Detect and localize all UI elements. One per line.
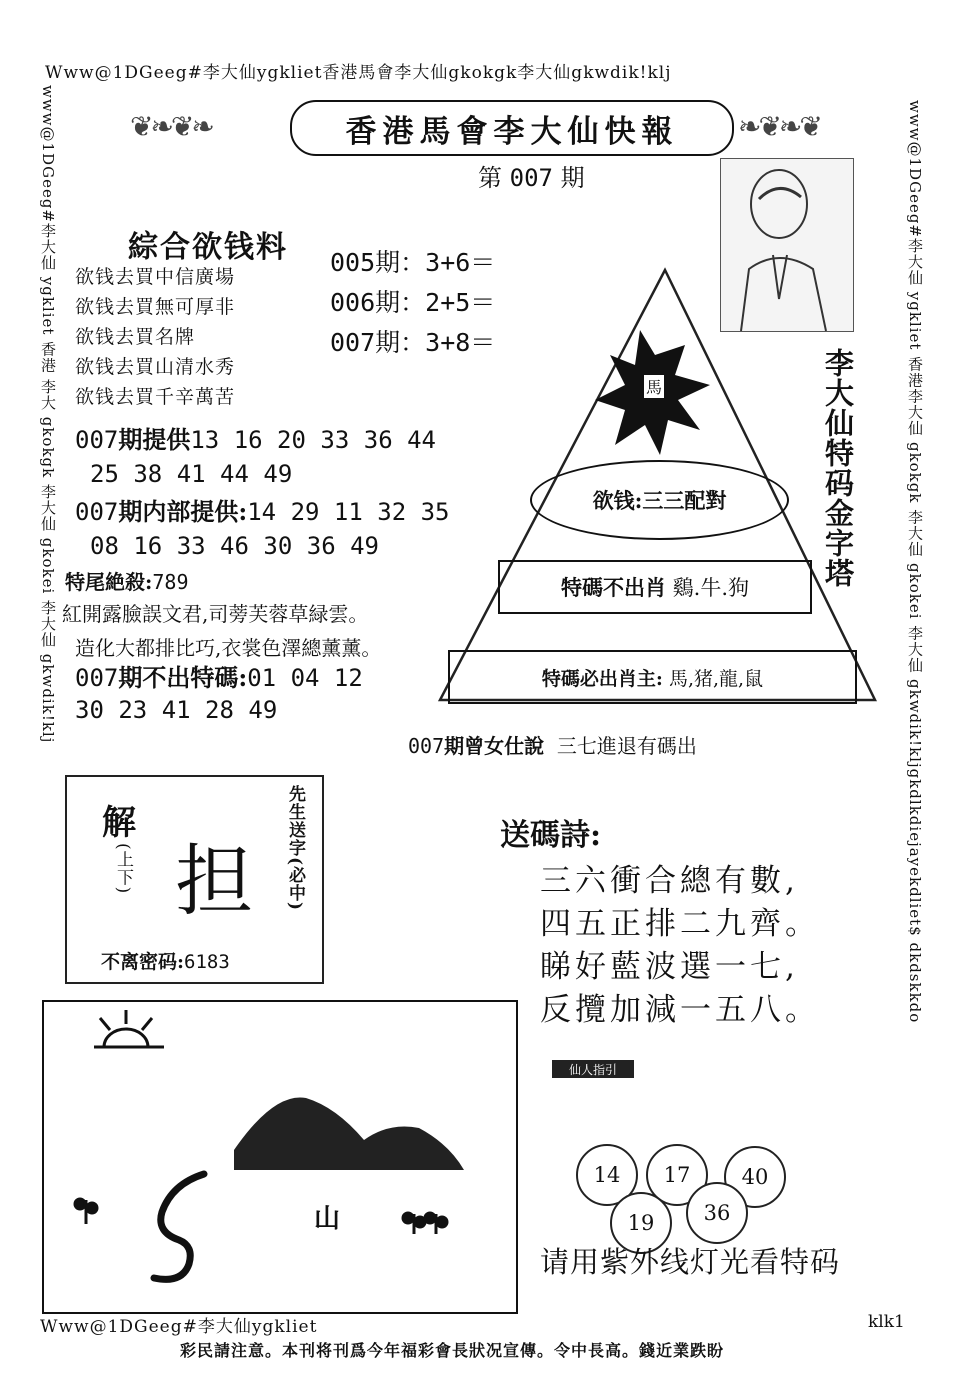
must-zodiac-box: 特碼必出肖主: 馬,猪,龍,鼠 [448,650,857,704]
verse-line: 造化大都排比巧,衣裳色澤總薰薰。 [75,636,382,660]
list-item: 欲钱去買無可厚非 [75,296,236,318]
right-flourish-icon: ❧❦❧❦ [738,110,820,143]
issue-number: 007 [509,164,553,192]
ring-number: 40 [724,1146,786,1208]
internal-row-2: 08 16 33 46 30 36 49 [90,532,379,560]
ring-number: 17 [646,1144,708,1206]
left-flourish-icon: ❦❧❦❧ [130,110,212,143]
riddle-picture [42,1000,518,1314]
issue-prefix: 第 [478,164,502,192]
poem-line: 反攬加減一五八。 [540,992,820,1028]
poem-title: 送碼詩: [500,818,602,853]
kill-tail: 特尾絶殺:789 [65,570,189,594]
puzzle-bracket: (上下) [113,843,133,895]
list-item: 欲钱去買名牌 [75,326,196,348]
want-money-list [75,262,235,412]
no-special-row-1: 007期不出特碼:01 04 12 [75,663,363,692]
word-puzzle-box [65,775,324,984]
puzzle-prefix: 解 [102,803,136,843]
left-watermark: www@1DGeeg#李大仙 ygkliet 香港 李大 gkokgk 李大仙 gkokei 李大仙 gkwdik!klj [39,85,57,744]
snake-icon [154,1174,204,1279]
puzzle-side: 先生送字(必中) [285,785,305,912]
formula-item: 005期：3+6＝ [330,248,496,277]
mountain-icon [234,1097,464,1170]
section-title: 綜合欲钱料 [128,230,288,265]
bottom-notice: 彩民請注意。本刊将刊爲今年福彩會長狀况宣傳。令中長高。錢近業跌盼 [180,1341,725,1360]
sun-icon [94,1010,164,1047]
verse-line: 紅開露臉誤文君,司蒡芙蓉草緑雲。 [62,602,369,626]
ring-number: 19 [610,1192,672,1254]
poem-line: 三六衝合總有數, [540,863,799,899]
list-item: 欲钱去買山清水秀 [75,356,236,378]
right-watermark: www@1DGeeg#李大仙 ygkliet 香港李大仙 gkokgk 李大仙 gkokei 李大仙 gkwdik!kljgkdlkdiejayekdliet$ dkdskkdo [906,100,924,1024]
picture-character: 山 [314,1204,341,1234]
no-zodiac-box: 特碼不出肖 鷄.牛.狗 [498,560,812,614]
list-item: 欲钱去買中信廣場 [75,266,236,288]
formula-item: 006期：2+5＝ [330,288,496,317]
bottom-watermark: Www@1DGeeg#李大仙ygkliet [40,1317,318,1337]
issue-line [478,158,585,193]
internal-row-1: 007期内部提供:14 29 11 32 35 [75,497,450,526]
no-special-row-2: 30 23 41 28 49 [75,696,278,724]
puzzle-code: 不离密码:6183 [101,951,230,973]
poem-body [540,860,820,1032]
poem-line: 四五正排二九齊。 [540,906,820,942]
list-item: 欲钱去買千辛萬苦 [75,386,236,408]
puzzle-character: 担 [175,837,254,927]
poem-tag: 仙人指引 [552,1060,634,1078]
want-money-oval: 欲钱: 三三配對 [530,460,789,540]
ring-number: 14 [576,1144,638,1206]
formula-item: 007期：3+8＝ [330,328,496,357]
ring-number: 36 [686,1182,748,1244]
plant-icon [75,1199,447,1234]
uv-note: 请用紫外线灯光看特码 [540,1245,841,1279]
pyramid-title: 李大仙特码金字塔 [821,348,855,588]
newspaper-title: 香港馬會李大仙快報 [290,100,734,156]
burst-label: 馬 [644,375,664,398]
provide-row-2: 25 38 41 44 49 [90,460,293,488]
top-watermark: Www@1DGeeg#李大仙ygkliet香港馬會李大仙gkokgk李大仙gkwdik!klj [45,63,672,83]
bottom-right-watermark: klk1 [868,1312,905,1332]
lady-saying: 007期曾女仕說 三七進退有碼出 [408,734,697,758]
poem-line: 睇好藍波選一七, [540,949,799,985]
issue-suffix: 期 [560,164,585,192]
provide-row-1: 007期提供13 16 20 33 36 44 [75,425,436,454]
